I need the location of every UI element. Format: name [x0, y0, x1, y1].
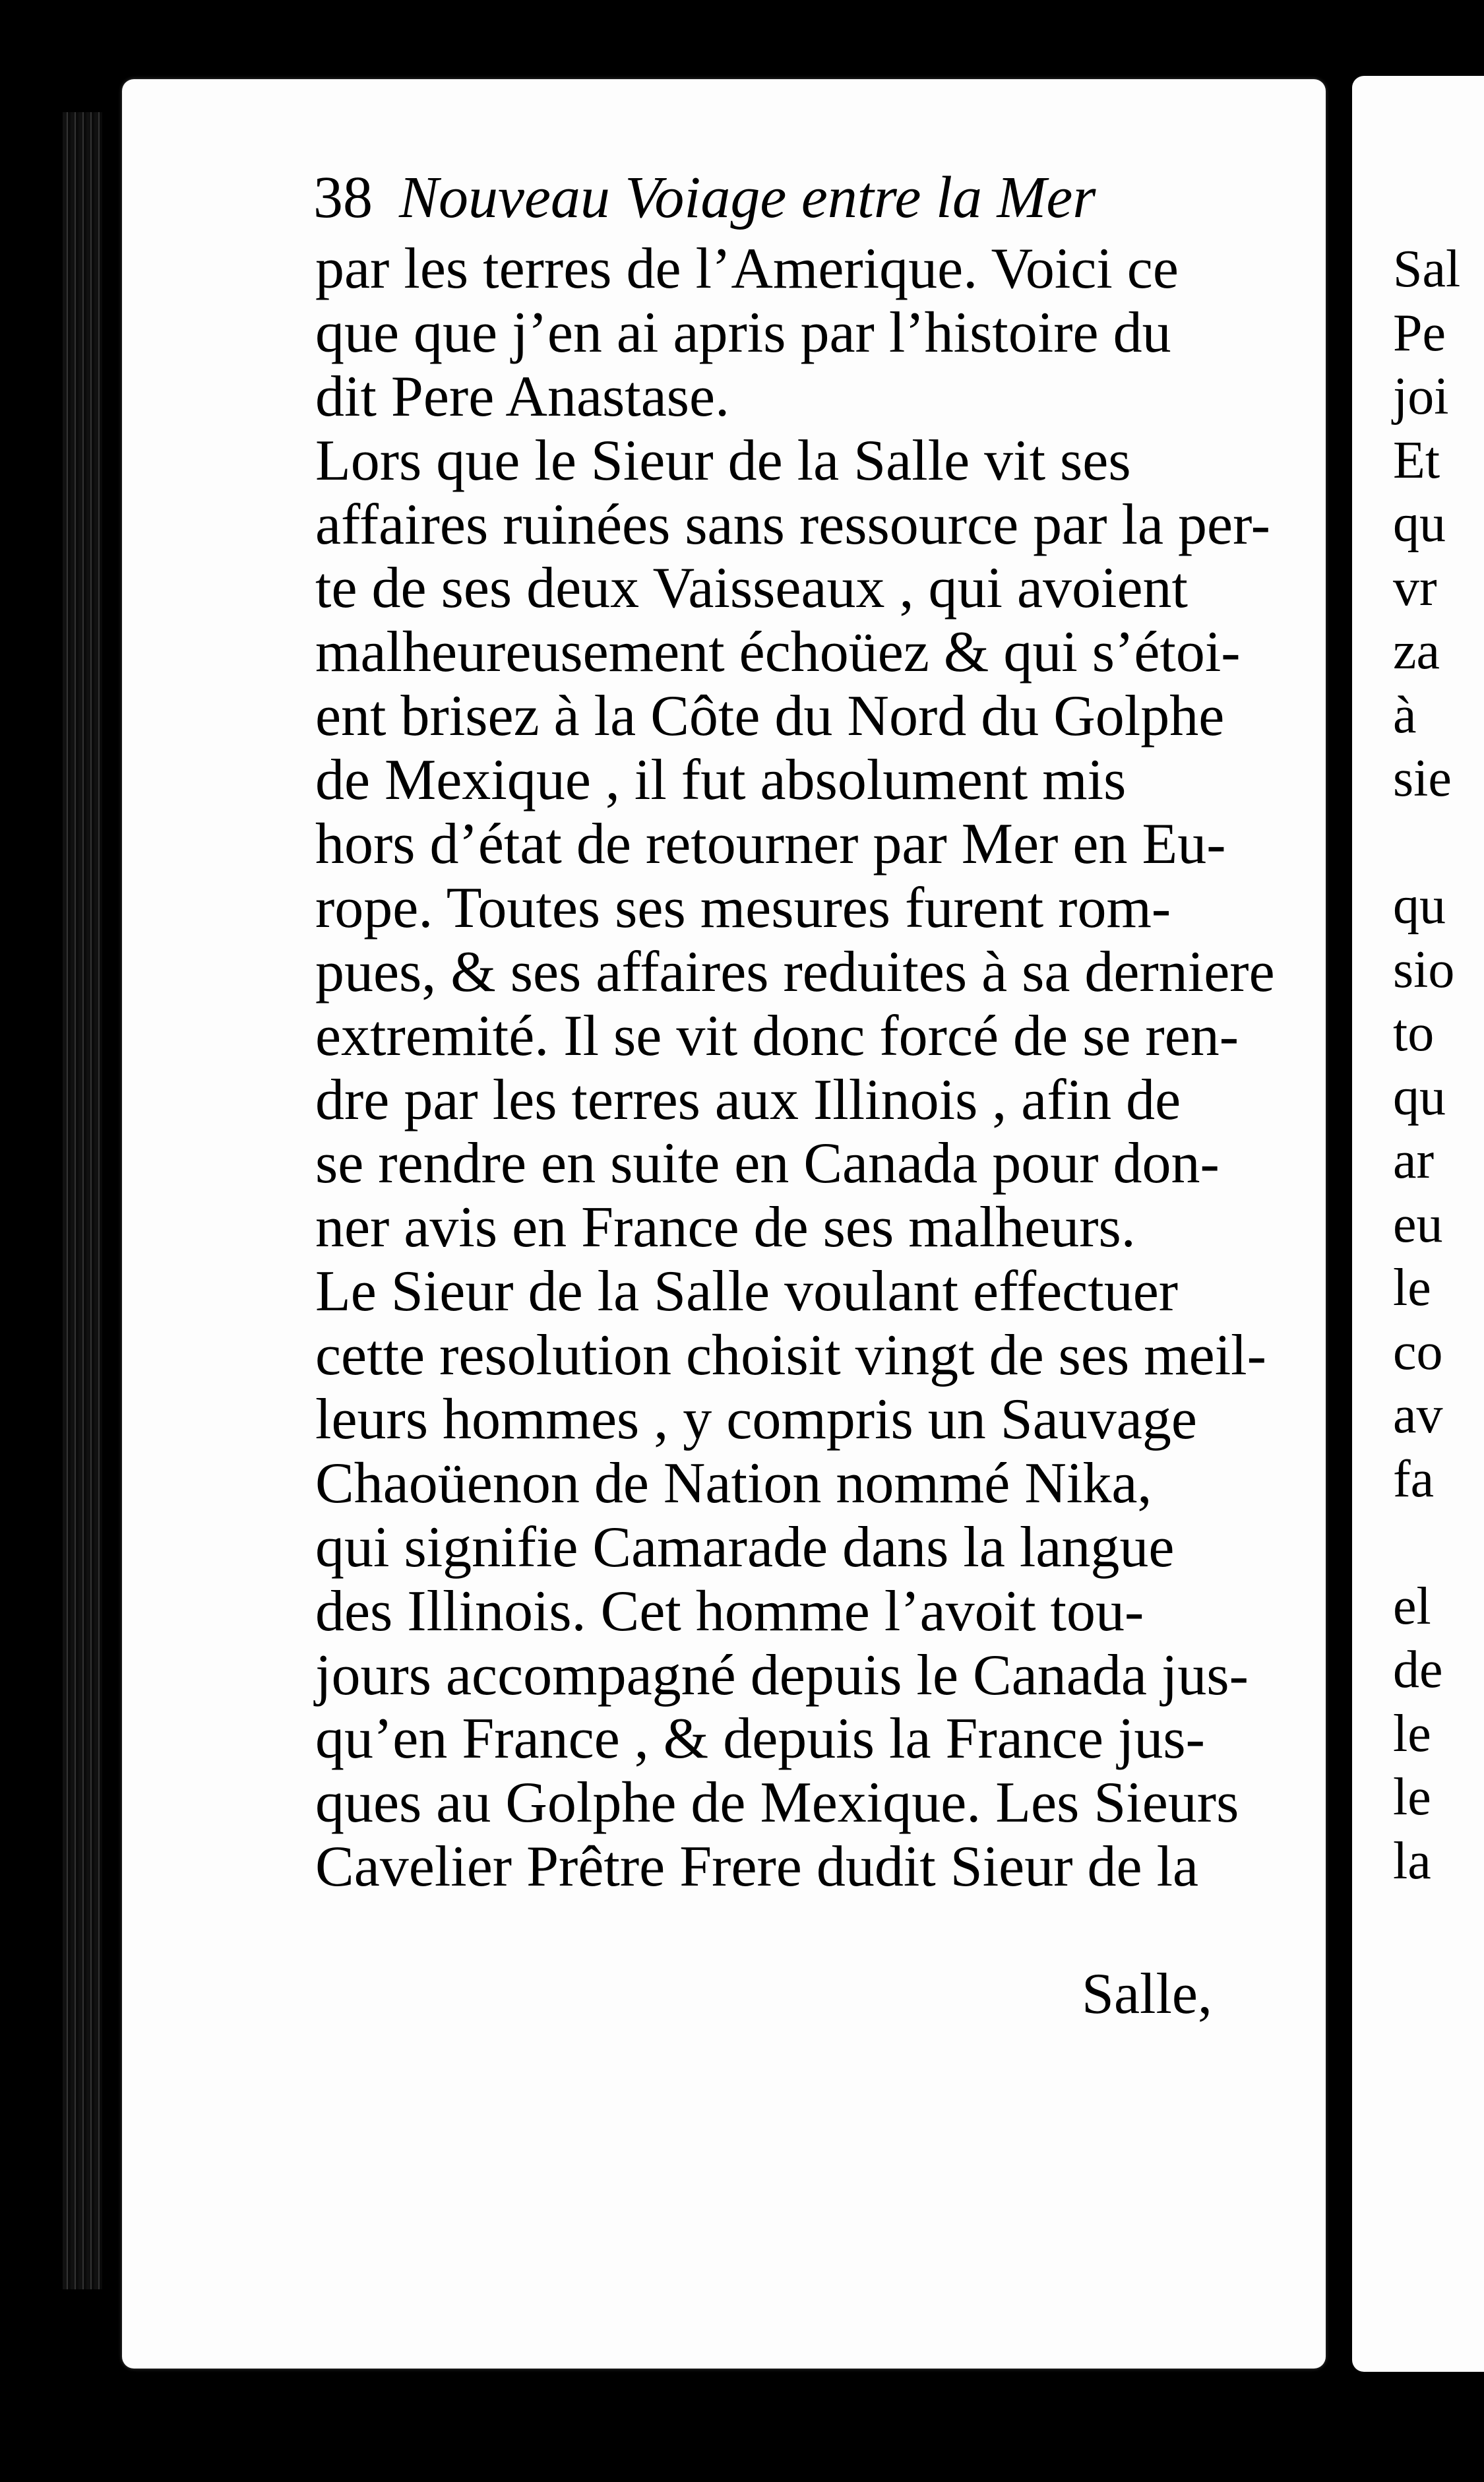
text-line: malheureusement échoüez & qui s’étoi-: [315, 620, 1241, 685]
text-line: par les terres de l’Amerique. Voici ce: [315, 237, 1179, 301]
text-line: qui signifie Camarade dans la langue: [315, 1515, 1175, 1579]
page-number: 38: [313, 165, 373, 230]
text-line: Le Sieur de la Salle voulant effectuer: [315, 1259, 1179, 1324]
text-line: Lors que le Sieur de la Salle vit ses: [315, 428, 1131, 493]
facing-line: la: [1393, 1831, 1431, 1890]
text-line: hors d’état de retourner par Mer en Eu-: [315, 812, 1226, 877]
text-line: qu’en France , & depuis la France jus-: [315, 1707, 1205, 1771]
facing-page-text: [1393, 238, 1461, 1893]
facing-line: co: [1393, 1322, 1443, 1381]
facing-line: de: [1393, 1641, 1443, 1699]
text-line: Cavelier Prêtre Frere dudit Sieur de la: [315, 1835, 1199, 1899]
facing-line: qu: [1393, 877, 1446, 935]
facing-line: sie: [1393, 749, 1452, 808]
text-line: que que j’en ai apris par l’histoire du: [315, 300, 1171, 365]
text-line: rope. Toutes ses mesures furent rom-: [315, 875, 1171, 940]
facing-line: Pe: [1393, 303, 1446, 362]
facing-line: joi: [1393, 367, 1449, 426]
facing-line: el: [1393, 1577, 1431, 1636]
facing-line: Et: [1393, 431, 1440, 490]
facing-line: qu: [1393, 495, 1446, 553]
text-line: des Illinois. Cet homme l’avoit tou-: [315, 1579, 1144, 1643]
facing-line: za: [1393, 622, 1440, 680]
text-line: leurs hommes , y compris un Sauvage: [315, 1387, 1197, 1452]
facing-line: eu: [1393, 1195, 1443, 1254]
running-title: Nouveau Voiage entre la Mer: [399, 165, 1096, 230]
text-line: cette resolution choisit vingt de ses meil-: [315, 1323, 1266, 1388]
facing-line: sio: [1393, 940, 1455, 999]
facing-line: to: [1393, 1004, 1435, 1062]
facing-line: [1393, 811, 1446, 875]
page-header: [313, 162, 1184, 234]
body-text: [315, 237, 1275, 1899]
facing-line: à: [1393, 685, 1417, 744]
text-line: Chaoüenon de Nation nommé Nika,: [315, 1451, 1152, 1515]
text-line: de Mexique , il fut absolument mis: [315, 748, 1127, 813]
facing-line: le: [1393, 1259, 1431, 1317]
text-line: extremité. Il se vit donc forcé de se ren-: [315, 1003, 1239, 1068]
text-line: ques au Golphe de Mexique. Les Sieurs: [315, 1771, 1239, 1835]
facing-line: le: [1393, 1704, 1431, 1763]
catchword: Salle,: [1082, 1962, 1212, 2026]
text-line: affaires ruinées sans ressource par la per-: [315, 492, 1270, 557]
facing-line: vr: [1393, 558, 1437, 617]
text-line: dit Pere Anastase.: [315, 364, 730, 429]
text-line: te de ses deux Vaisseaux , qui avoient: [315, 556, 1188, 621]
facing-line: fa: [1393, 1449, 1435, 1508]
facing-line: ar: [1393, 1131, 1435, 1190]
text-line: dre par les terres aux Illinois , afin de: [315, 1067, 1181, 1132]
text-line: ner avis en France de ses malheurs.: [315, 1195, 1136, 1260]
text-line: se rendre en suite en Canada pour don-: [315, 1131, 1220, 1196]
facing-line: le: [1393, 1768, 1431, 1826]
facing-line: Sal: [1393, 240, 1461, 298]
book-edge: [63, 112, 102, 2289]
text-line: ent brisez à la Côte du Nord du Golphe: [315, 684, 1225, 749]
facing-line: [1393, 1511, 1446, 1575]
facing-line: av: [1393, 1386, 1443, 1444]
facing-line: qu: [1393, 1067, 1446, 1126]
text-line: pues, & ses affaires reduites à sa derniere: [315, 939, 1275, 1004]
text-line: jours accompagné depuis le Canada jus-: [315, 1643, 1249, 1707]
